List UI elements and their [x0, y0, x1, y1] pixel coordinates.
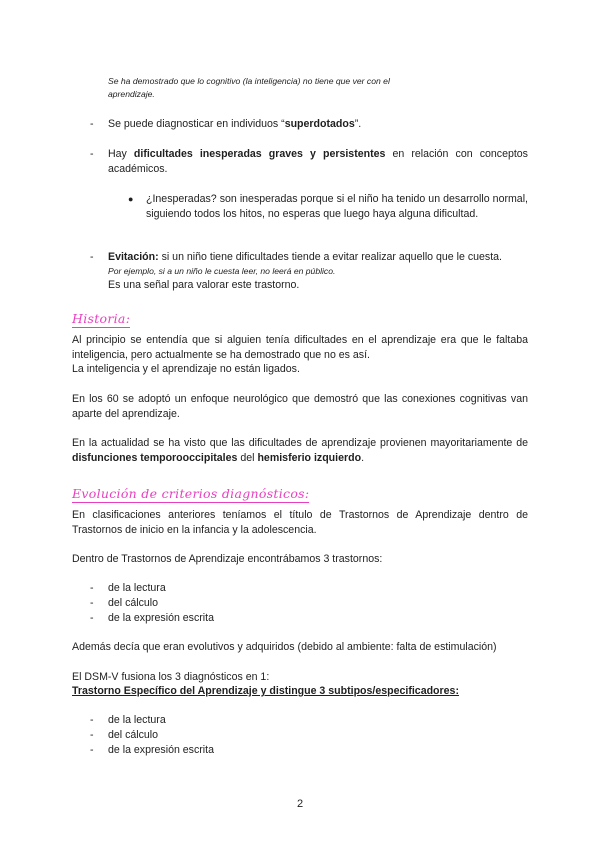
historia-text: . [361, 451, 365, 464]
historia-p1b: La inteligencia y el aprendizaje no están ligados. [72, 363, 300, 375]
bullet-dificultades [108, 147, 528, 176]
sub-bullet-dot: ● [128, 194, 134, 204]
historia-text: En la actualidad se ha visto que las dificultades de aprendizaje provienen mayoritariamente de [72, 437, 528, 449]
intro-note-line1: Se ha demostrado que lo cognitivo (la inteligencia) no tiene que ver con el [108, 76, 390, 86]
bullet-bold: Evitación: [108, 251, 159, 263]
bullet-text: Se puede diagnosticar en individuos “ [108, 118, 285, 130]
evolucion-p2: Dentro de Trastornos de Aprendizaje encontrábamos 3 trastornos: [72, 553, 383, 565]
bullet-evitacion [108, 250, 530, 292]
page-number: 2 [296, 798, 304, 810]
evolucion-p5: Trastorno Específico del Aprendizaje y distingue 3 subtipos/especificadores: [72, 685, 459, 697]
list-item-text: del cálculo [108, 729, 159, 741]
list-item-text: de la lectura [108, 582, 166, 594]
list-item-text: de la lectura [108, 714, 166, 726]
list-item-text: de la expresión escrita [108, 744, 214, 756]
intro-note [108, 75, 528, 101]
evolucion-p1: En clasificaciones anteriores teníamos el título de Trastornos de Aprendizaje dentro de Trastornos de inicio en la infancia y la adolescencia. [72, 509, 528, 536]
sub-bullet-inesperadas: ¿Inesperadas? son inesperadas porque si el niño ha tenido un desarrollo normal, siguiendo todos los hitos, no esperas que luego haya alguna dificultad. [146, 193, 528, 220]
bullet-text: ”. [354, 118, 362, 130]
evolucion-p3: Además decía que eran evolutivos y adquiridos (debido al ambiente: falta de estimulación) [72, 641, 497, 653]
bullet-bold: dificultades inesperadas graves y persistentes [133, 148, 386, 160]
bullet-text: Hay [108, 148, 134, 160]
bullet-dash: - [90, 148, 94, 160]
evolucion-section [72, 486, 309, 503]
historia-p2: En los 60 se adoptó un enfoque neurológico que demostró que las conexiones cognitivas van aparte del aprendizaje. [72, 393, 528, 420]
historia-p3 [72, 436, 528, 465]
bullet-text: Es una señal para valorar este trastorno. [108, 278, 300, 291]
bullet-superdotados [108, 117, 528, 132]
list-item-text: de la expresión escrita [108, 612, 214, 624]
evolucion-p4: El DSM-V fusiona los 3 diagnósticos en 1: [72, 671, 270, 683]
bullet-example: Por ejemplo, si a un niño le cuesta leer, no leerá en público. [108, 265, 336, 276]
historia-bold: disfunciones temporooccipitales [72, 451, 238, 464]
historia-p1: Al principio se entendía que si alguien tenía dificultades en el aprendizaje era que le faltaba inteligencia, pero actualmente se ha demostrado que no es así. [72, 334, 528, 361]
bullet-dash: - [90, 251, 94, 263]
bullet-text: si un niño tiene dificultades tiende a evitar realizar aquello que le cuesta. [158, 251, 502, 263]
historia-text: del [237, 451, 258, 464]
bullet-bold: superdotados [284, 118, 355, 130]
evolucion-heading: Evolución de criterios diagnósticos: [72, 486, 310, 501]
bullet-text: en relación con conceptos académicos. [108, 148, 528, 175]
historia-bold: hemisferio izquierdo [257, 451, 362, 464]
bullet-dash: - [90, 118, 94, 130]
list-item-text: del cálculo [108, 597, 159, 609]
intro-note-line2: aprendizaje. [108, 89, 155, 99]
historia-heading: Historia: [72, 311, 131, 326]
historia-section [72, 311, 130, 328]
